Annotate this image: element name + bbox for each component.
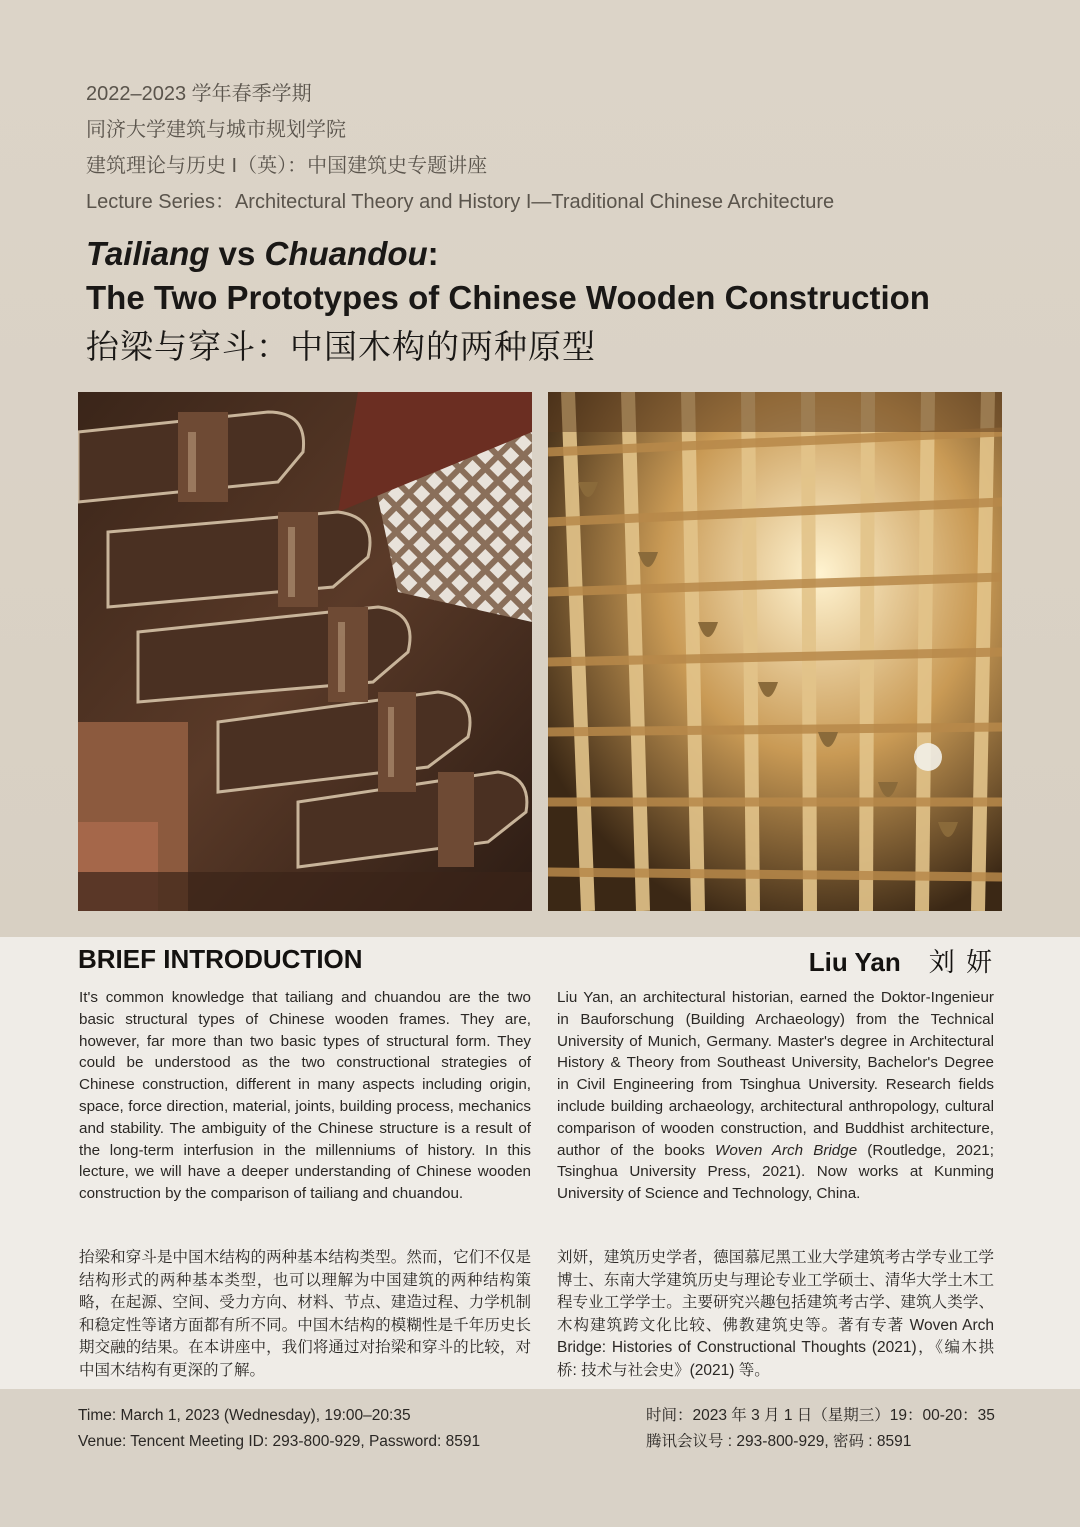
title-cn: 抬梁与穿斗：中国木构的两种原型 (86, 328, 596, 365)
bio-en-part-2: (Routledge, 2021; Tsinghua University Press, 2021). Now works at Kunming University of Science and Technology, China. (557, 1141, 994, 1203)
venue-cn: 腾讯会议号 : 293-800-929, 密码 : 8591 (646, 1433, 912, 1450)
time-en: Time: March 1, 2023 (Wednesday), 19:00–20:35 (78, 1407, 411, 1424)
event-info-en (78, 1403, 480, 1455)
title-term-tailiang: Tailiang (86, 235, 210, 272)
chuandou-timber-grid-photo (548, 392, 1002, 911)
intro-text-cn: 抬梁和穿斗是中国木结构的两种基本结构类型。然而，它们不仅是结构形式的两种基本类型，也可以理解为中国建筑的两种结构策略，在起源、空间、受力方向、材料、节点、建造过程、力学机制和稳定性等诸方面都有所不同。中国木结构的模糊性是千年历史长期交融的结果。在本讲座中，我们将通过对抬梁和穿斗的比较，对中国木结构有更深的了解。 (79, 1249, 531, 1379)
venue-en: Venue: Tencent Meeting ID: 293-800-929, Password: 8591 (78, 1433, 481, 1450)
event-info-cn (646, 1403, 995, 1455)
course-header (86, 76, 1016, 220)
lecture-title (86, 232, 1046, 374)
school-line: 同济大学建筑与城市规划学院 (86, 119, 346, 141)
title-vs: vs (218, 235, 256, 272)
title-subtitle-en: The Two Prototypes of Chinese Wooden Construction (86, 279, 930, 316)
course-en-line: Lecture Series：Architectural Theory and History I—Traditional Chinese Architecture (86, 191, 835, 213)
speaker-bio-en (557, 987, 994, 1205)
time-cn: 时间：2023 年 3 月 1 日（星期三）19：00-20：35 (646, 1407, 995, 1424)
speaker-bio-cn: 刘妍，建筑历史学者，德国慕尼黑工业大学建筑考古学专业工学博士、东南大学建筑历史与理论专业工学硕士、清华大学土木工程专业工学学士。主要研究兴趣包括建筑考古学、建筑人类学、木构建筑跨文化比较、佛教建筑史等。著有专著 Woven Arch Bridge: Histories of Constructional Thoughts (2021)，《编木拱桥: 技术与社会史》(2021) 等。 (557, 1249, 994, 1379)
bio-en-part-1: Liu Yan, an architectural historian, earned the Doktor-Ingenieur in Bauforschung (Building Archaeology) from the Technical University of Munich, Germany. Master's degree in Architectural History & Theory from Southeast University, Bachelor's Degree in Civil Engineering from Tsinghua University. Research fields include building archaeology, architectural anthropology, cultural comparison of wooden construction, and Buddhist architecture, author of the books (557, 989, 994, 1159)
brief-introduction-heading: BRIEF INTRODUCTION (78, 944, 363, 974)
semester-line: 2022–2023 学年春季学期 (86, 83, 312, 105)
title-term-chuandou: Chuandou (264, 235, 428, 272)
course-cn-line: 建筑理论与历史 I（英）：中国建筑史专题讲座 (86, 155, 488, 177)
title-line-1 (86, 232, 1046, 276)
speaker-name-en: Liu Yan (808, 947, 901, 977)
tailiang-bracket-photo (78, 392, 532, 911)
speaker-name-cn: 刘 妍 (928, 947, 994, 977)
bio-book-title: Woven Arch Bridge (715, 1141, 858, 1159)
speaker-name (809, 942, 994, 979)
title-colon: : (427, 235, 439, 272)
intro-text-en: It's common knowledge that tailiang and chuandou are the two basic structural types of Chinese wooden frames. They are, however, far more than two basic types of structural form. They could be understood as the two constructional strategies of Chinese construction, different in many aspects including origin, space, force direction, material, joints, building process, mechanics and stability. The ambiguity of the Chinese structure is a result of the long-term interfusion in the millenniums of history. In this lecture, we will have a deeper understanding of Chinese wooden construction by the comparison of tailiang and chuandou. (79, 989, 531, 1203)
